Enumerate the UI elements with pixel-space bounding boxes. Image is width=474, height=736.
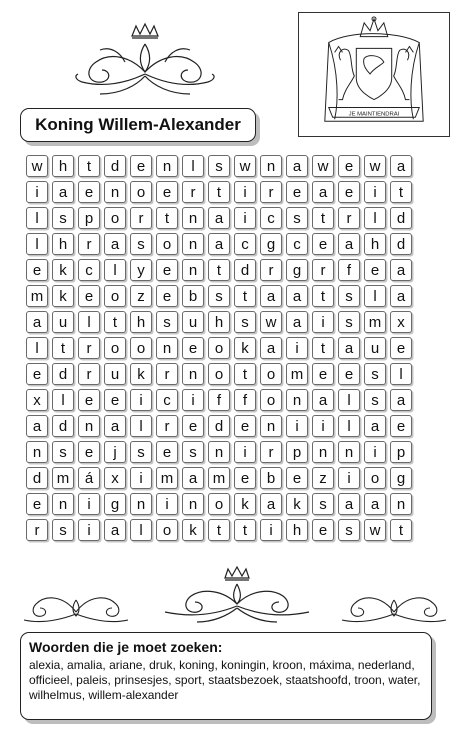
grid-cell[interactable]: r [78, 233, 100, 255]
grid-cell[interactable]: a [26, 311, 48, 333]
grid-cell[interactable]: n [78, 415, 100, 437]
grid-cell[interactable]: l [78, 311, 100, 333]
grid-cell[interactable]: t [156, 207, 178, 229]
grid-cell[interactable]: f [234, 389, 256, 411]
grid-cell[interactable]: d [390, 233, 412, 255]
grid-cell[interactable]: e [26, 363, 48, 385]
grid-cell[interactable]: r [182, 181, 204, 203]
grid-cell[interactable]: o [130, 181, 152, 203]
grid-cell[interactable]: s [182, 441, 204, 463]
grid-cell[interactable]: k [182, 519, 204, 541]
word-item: alexia [29, 658, 61, 672]
grid-cell[interactable]: w [260, 311, 282, 333]
grid-cell[interactable]: g [286, 259, 308, 281]
grid-cell[interactable]: n [286, 389, 308, 411]
grid-cell[interactable]: e [338, 181, 360, 203]
grid-cell[interactable]: e [104, 389, 126, 411]
grid-cell[interactable]: i [156, 493, 178, 515]
grid-cell[interactable]: i [312, 415, 334, 437]
grid-cell[interactable]: l [182, 155, 204, 177]
grid-cell[interactable]: w [234, 155, 256, 177]
word-item: staatshoofd [285, 673, 348, 687]
grid-cell[interactable]: r [156, 415, 178, 437]
grid-cell[interactable]: e [286, 181, 308, 203]
grid-cell[interactable]: t [78, 155, 100, 177]
grid-cell[interactable]: o [104, 285, 126, 307]
grid-cell[interactable]: r [260, 259, 282, 281]
grid-cell[interactable]: w [364, 155, 386, 177]
grid-cell[interactable]: i [338, 467, 360, 489]
grid-cell[interactable]: s [208, 155, 230, 177]
grid-cell[interactable]: k [234, 337, 256, 359]
grid-cell[interactable]: r [78, 363, 100, 385]
grid-cell[interactable]: a [390, 155, 412, 177]
grid-cell[interactable]: z [130, 285, 152, 307]
bottom-left-ornament [20, 586, 132, 628]
grid-cell[interactable]: f [208, 389, 230, 411]
grid-cell[interactable]: n [260, 155, 282, 177]
grid-cell[interactable]: j [104, 441, 126, 463]
grid-cell[interactable]: n [130, 493, 152, 515]
grid-cell[interactable]: e [78, 389, 100, 411]
grid-cell[interactable]: l [26, 233, 48, 255]
grid-cell[interactable]: e [286, 467, 308, 489]
grid-cell[interactable]: d [26, 467, 48, 489]
grid-cell[interactable]: a [312, 389, 334, 411]
grid-cell[interactable]: r [130, 207, 152, 229]
grid-cell[interactable]: i [260, 519, 282, 541]
grid-cell[interactable]: n [260, 415, 282, 437]
grid-cell[interactable]: s [234, 311, 256, 333]
grid-cell[interactable]: d [52, 363, 74, 385]
grid-cell[interactable]: s [130, 233, 152, 255]
grid-cell[interactable]: w [364, 519, 386, 541]
grid-cell[interactable]: r [260, 441, 282, 463]
grid-cell[interactable]: o [364, 467, 386, 489]
grid-cell[interactable]: s [52, 207, 74, 229]
grid-cell[interactable]: h [52, 155, 74, 177]
grid-cell[interactable]: s [52, 519, 74, 541]
word-item: ariane [109, 658, 143, 672]
word-item: sport [174, 673, 202, 687]
grid-cell[interactable]: h [52, 233, 74, 255]
grid-cell[interactable]: a [390, 389, 412, 411]
grid-cell[interactable]: n [182, 207, 204, 229]
grid-cell[interactable]: u [104, 363, 126, 385]
grid-cell[interactable]: e [78, 181, 100, 203]
grid-cell[interactable]: a [104, 519, 126, 541]
grid-cell[interactable]: t [312, 337, 334, 359]
grid-cell[interactable]: d [104, 155, 126, 177]
word-item: wilhelmus [29, 688, 82, 702]
grid-cell[interactable]: h [130, 311, 152, 333]
bottom-right-ornament [338, 586, 450, 628]
grid-cell[interactable]: a [390, 285, 412, 307]
grid-cell[interactable]: x [104, 467, 126, 489]
grid-cell[interactable]: r [312, 259, 334, 281]
grid-cell[interactable]: h [364, 233, 386, 255]
grid-cell[interactable]: a [260, 285, 282, 307]
grid-cell[interactable]: a [338, 337, 360, 359]
flourish-icon [338, 586, 450, 628]
grid-cell[interactable]: i [26, 181, 48, 203]
grid-cell[interactable]: t [208, 259, 230, 281]
grid-cell[interactable]: e [182, 337, 204, 359]
grid-cell[interactable]: e [156, 259, 178, 281]
grid-cell[interactable]: l [26, 207, 48, 229]
grid-cell[interactable]: m [364, 311, 386, 333]
grid-cell[interactable]: i [182, 389, 204, 411]
grid-cell[interactable]: n [312, 441, 334, 463]
grid-cell[interactable]: x [26, 389, 48, 411]
grid-cell[interactable]: a [104, 415, 126, 437]
grid-cell[interactable]: á [78, 467, 100, 489]
grid-cell[interactable]: o [130, 337, 152, 359]
grid-cell[interactable]: a [338, 233, 360, 255]
grid-cell[interactable]: p [286, 441, 308, 463]
grid-cell[interactable]: t [312, 207, 334, 229]
grid-cell[interactable]: s [286, 207, 308, 229]
grid-cell[interactable]: a [260, 337, 282, 359]
grid-cell[interactable]: w [312, 155, 334, 177]
flourish-icon [20, 586, 132, 628]
grid-cell[interactable]: a [286, 311, 308, 333]
grid-cell[interactable]: t [390, 181, 412, 203]
word-item: nederland [357, 658, 412, 672]
grid-cell[interactable]: m [156, 467, 178, 489]
grid-cell[interactable]: m [286, 363, 308, 385]
grid-cell[interactable]: i [234, 207, 256, 229]
crown-flourish-icon [157, 566, 317, 624]
grid-cell[interactable]: c [260, 207, 282, 229]
grid-cell[interactable]: p [78, 207, 100, 229]
grid-cell[interactable]: t [312, 285, 334, 307]
grid-cell[interactable]: i [234, 181, 256, 203]
grid-cell[interactable]: i [234, 441, 256, 463]
grid-cell[interactable]: i [364, 181, 386, 203]
grid-cell[interactable]: o [208, 363, 230, 385]
grid-cell[interactable]: l [130, 415, 152, 437]
grid-cell[interactable]: a [338, 493, 360, 515]
grid-cell[interactable]: i [130, 467, 152, 489]
page-title [20, 108, 256, 142]
grid-cell[interactable]: e [26, 493, 48, 515]
grid-cell[interactable]: c [234, 233, 256, 255]
grid-cell[interactable]: e [78, 441, 100, 463]
grid-cell[interactable]: r [78, 337, 100, 359]
grid-cell[interactable]: k [52, 285, 74, 307]
grid-cell[interactable]: a [260, 493, 282, 515]
grid-cell[interactable]: p [390, 441, 412, 463]
grid-cell[interactable]: e [130, 155, 152, 177]
grid-cell[interactable]: i [78, 519, 100, 541]
grid-cell[interactable]: n [182, 363, 204, 385]
grid-cell[interactable]: i [78, 493, 100, 515]
grid-cell[interactable]: t [234, 285, 256, 307]
grid-cell[interactable]: y [130, 259, 152, 281]
grid-cell[interactable]: e [234, 467, 256, 489]
grid-cell[interactable]: s [208, 285, 230, 307]
grid-cell[interactable]: e [156, 285, 178, 307]
word-item: troon [354, 673, 382, 687]
grid-cell[interactable]: t [52, 337, 74, 359]
grid-cell[interactable]: g [390, 467, 412, 489]
word-item: officieel [29, 673, 70, 687]
word-item: druk [149, 658, 173, 672]
page-title-text: Koning Willem-Alexander [35, 115, 241, 134]
grid-cell[interactable]: i [286, 415, 308, 437]
top-ornament [70, 22, 220, 100]
grid-cell[interactable]: l [52, 389, 74, 411]
word-item: koning [179, 658, 215, 672]
grid-cell[interactable]: s [156, 311, 178, 333]
grid-cell[interactable]: k [234, 493, 256, 515]
grid-cell[interactable]: r [260, 181, 282, 203]
grid-cell[interactable]: e [390, 337, 412, 359]
grid-cell[interactable]: a [312, 181, 334, 203]
letter-grid[interactable] [24, 153, 414, 543]
grid-cell[interactable]: k [52, 259, 74, 281]
grid-cell[interactable]: n [208, 441, 230, 463]
grid-cell[interactable]: d [208, 415, 230, 437]
grid-cell[interactable]: r [338, 207, 360, 229]
grid-cell[interactable]: r [26, 519, 48, 541]
grid-cell[interactable]: f [338, 259, 360, 281]
grid-cell[interactable]: a [52, 181, 74, 203]
grid-cell[interactable]: o [260, 363, 282, 385]
grid-cell[interactable]: l [104, 259, 126, 281]
grid-cell[interactable]: n [52, 493, 74, 515]
coat-of-arms-frame [298, 12, 450, 137]
grid-cell[interactable]: s [130, 441, 152, 463]
grid-cell[interactable]: e [156, 441, 178, 463]
grid-cell[interactable]: d [52, 415, 74, 437]
grid-cell[interactable]: i [130, 389, 152, 411]
grid-cell[interactable]: e [234, 415, 256, 437]
word-item: amalia [67, 658, 103, 672]
word-list: alexia, amalia, ariane, druk, koning, koningin, kroon, máxima, nederland, officieel, paleis, prinsesjes, sport, staatsbezoek, staatshoofd, troon, water, wilhelmus, willem-alexander [29, 658, 421, 702]
grid-cell[interactable]: e [338, 155, 360, 177]
grid-cell[interactable]: a [208, 233, 230, 255]
grid-cell[interactable]: l [364, 285, 386, 307]
grid-cell[interactable]: e [312, 519, 334, 541]
crown-flourish-icon [70, 22, 220, 100]
grid-cell[interactable]: t [390, 519, 412, 541]
bottom-center-ornament [157, 566, 317, 624]
word-item: máxima [309, 658, 352, 672]
grid-cell[interactable]: a [182, 467, 204, 489]
grid-cell[interactable]: n [390, 493, 412, 515]
grid-cell[interactable]: s [338, 311, 360, 333]
grid-cell[interactable]: e [390, 415, 412, 437]
grid-cell[interactable]: e [312, 233, 334, 255]
grid-cell[interactable]: l [338, 415, 360, 437]
grid-cell[interactable]: a [104, 233, 126, 255]
grid-cell[interactable]: a [208, 207, 230, 229]
grid-cell[interactable]: e [156, 181, 178, 203]
grid-cell[interactable]: m [208, 467, 230, 489]
grid-cell[interactable]: e [78, 285, 100, 307]
grid-cell[interactable]: i [364, 441, 386, 463]
grid-cell[interactable]: n [182, 259, 204, 281]
grid-cell[interactable]: e [312, 363, 334, 385]
grid-cell[interactable]: u [52, 311, 74, 333]
grid-cell[interactable]: r [156, 363, 178, 385]
grid-cell[interactable]: t [104, 311, 126, 333]
grid-cell[interactable]: k [130, 363, 152, 385]
grid-cell[interactable]: w [26, 155, 48, 177]
word-item: paleis [76, 673, 108, 687]
grid-cell[interactable]: e [182, 415, 204, 437]
grid-cell[interactable]: m [26, 285, 48, 307]
grid-cell[interactable]: c [78, 259, 100, 281]
grid-cell[interactable]: n [104, 181, 126, 203]
grid-cell[interactable]: l [26, 337, 48, 359]
grid-cell[interactable]: u [182, 311, 204, 333]
grid-cell[interactable]: n [338, 441, 360, 463]
grid-cell[interactable]: a [390, 259, 412, 281]
grid-cell[interactable]: g [260, 233, 282, 255]
grid-cell[interactable]: o [156, 233, 178, 255]
grid-cell[interactable]: x [390, 311, 412, 333]
grid-cell[interactable]: m [52, 467, 74, 489]
coat-of-arms-motto: JE MAINTIENDRAI [348, 111, 400, 118]
grid-cell[interactable]: i [312, 311, 334, 333]
grid-cell[interactable]: d [234, 259, 256, 281]
grid-cell[interactable]: e [338, 363, 360, 385]
word-item: water [388, 673, 418, 687]
grid-cell[interactable]: n [156, 155, 178, 177]
grid-cell[interactable]: s [338, 519, 360, 541]
grid-cell[interactable]: z [312, 467, 334, 489]
grid-cell[interactable]: o [156, 519, 178, 541]
grid-cell[interactable]: e [364, 259, 386, 281]
grid-cell[interactable]: t [234, 363, 256, 385]
grid-cell[interactable]: a [286, 155, 308, 177]
grid-cell[interactable]: a [26, 415, 48, 437]
grid-cell[interactable]: a [286, 285, 308, 307]
grid-cell[interactable]: l [338, 389, 360, 411]
grid-cell[interactable]: o [208, 337, 230, 359]
word-item: staatsbezoek [208, 673, 279, 687]
grid-cell[interactable]: s [364, 389, 386, 411]
grid-cell[interactable]: l [130, 519, 152, 541]
grid-cell[interactable]: t [208, 181, 230, 203]
grid-cell[interactable]: o [208, 493, 230, 515]
grid-cell[interactable]: s [52, 441, 74, 463]
grid-cell[interactable]: t [234, 519, 256, 541]
grid-cell[interactable]: d [390, 207, 412, 229]
grid-cell[interactable]: s [338, 285, 360, 307]
word-item: willem-alexander [88, 688, 179, 702]
grid-cell[interactable]: h [208, 311, 230, 333]
word-list-heading: Woorden die je moet zoeken: [29, 639, 223, 655]
grid-cell[interactable]: u [364, 337, 386, 359]
grid-cell[interactable]: n [26, 441, 48, 463]
grid-cell[interactable]: s [312, 493, 334, 515]
grid-cell[interactable]: t [208, 519, 230, 541]
grid-cell[interactable]: l [364, 207, 386, 229]
grid-cell[interactable]: b [260, 467, 282, 489]
grid-cell[interactable]: c [156, 389, 178, 411]
word-list-panel [20, 632, 432, 720]
word-item: kroon [272, 658, 303, 672]
grid-cell[interactable]: s [364, 363, 386, 385]
grid-cell[interactable]: n [156, 337, 178, 359]
grid-cell[interactable]: b [182, 285, 204, 307]
grid-cell[interactable]: a [364, 493, 386, 515]
grid-cell[interactable]: a [364, 415, 386, 437]
grid-cell[interactable]: n [182, 233, 204, 255]
grid-cell[interactable]: o [104, 337, 126, 359]
grid-cell[interactable]: o [104, 207, 126, 229]
coat-of-arms-icon [299, 13, 449, 136]
grid-cell[interactable]: n [182, 493, 204, 515]
grid-cell[interactable]: l [390, 363, 412, 385]
grid-cell[interactable]: g [104, 493, 126, 515]
word-item: koningin [221, 658, 266, 672]
grid-cell[interactable]: i [286, 337, 308, 359]
grid-cell[interactable]: e [26, 259, 48, 281]
grid-cell[interactable]: h [286, 519, 308, 541]
grid-cell[interactable]: k [286, 493, 308, 515]
grid-cell[interactable]: o [260, 389, 282, 411]
grid-cell[interactable]: c [286, 233, 308, 255]
word-item: prinsesjes [114, 673, 169, 687]
